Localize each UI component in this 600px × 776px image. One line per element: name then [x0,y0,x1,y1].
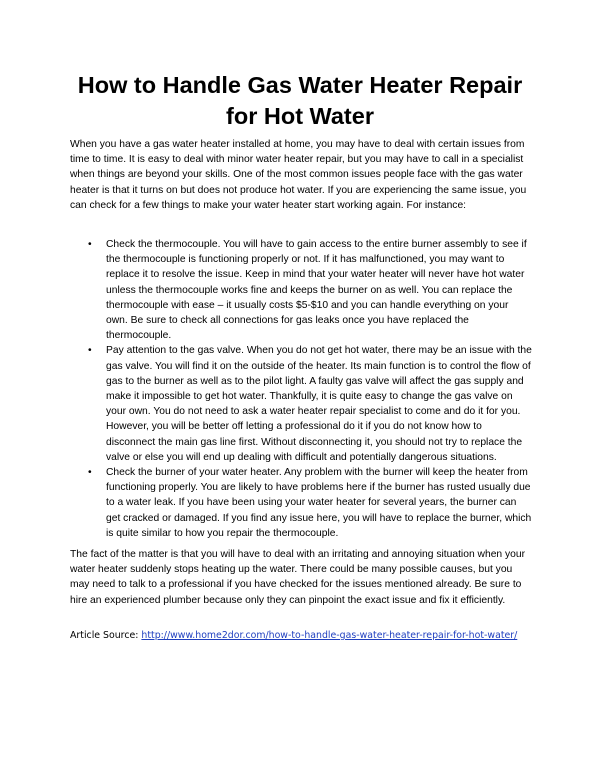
page-title: How to Handle Gas Water Heater Repair for Hot Water [77,72,523,129]
bullet-icon: • [88,467,92,479]
list-item [70,343,532,465]
list-item [70,465,532,541]
article-source-label: Article Source: [70,630,142,641]
list-item-text: Check the burner of your water heater. Any problem with the burner will keep the heater from functioning properly. You are likely to have problems here if the burner has rusted usually due to a water leak. If you have been using your water heater for several years, the burner can get cracked or damaged. If you find any issue here, you will have to replace the burner, which is quite similar to how you repair the thermocouple. [106,467,532,539]
article-source [70,629,540,643]
article-source-link[interactable]: http://www.home2dor.com/how-to-handle-gas-water-heater-repair-for-hot-water/ [141,630,518,641]
list-item-text: Pay attention to the gas valve. When you do not get hot water, there may be an issue with the gas valve. You will find it on the outside of the heater. Its main function is to control the flow of gas to the burner as well as to the pilot light. A faulty gas valve will affect the gas supply and make it impossible to get hot water. Thankfully, it is quite easy to change the gas valve on your own. You do not need to ask a water heater repair specialist to come and do it for you. However, you will be better off letting a professional do it if you do not know how to disconnect the main gas line first. Without disconnecting it, you should not try to replace the valve or else you will end up dealing with difficult and potentially dangerous situations. [106,345,532,463]
list-item-text: Check the thermocouple. You will have to gain access to the entire burner assembly to see if the thermocouple is functioning properly or not. If it has malfunctioned, you may want to replace it to resolve the issue. Keep in mind that your water heater will never have hot water unless the thermocouple works fine and keeps the burner on as well. You can replace the thermocouple with ease – it usually costs $5-$10 and you can handle everything on your own. Be sure to check all connections for gas leaks once you have replaced the thermocouple. [106,239,527,342]
tips-list [70,237,532,541]
conclusion-paragraph: The fact of the matter is that you will have to deal with an irritating and annoying situation when your water heater suddenly stops heating up the water. There could be many possible causes, but you may need to talk to a professional if you have checked for the issues mentioned already. Be sure to hire an experienced plumber because only they can pinpoint the exact issue and fix it efficiently. [70,549,526,606]
bullet-icon: • [88,345,92,357]
list-item [70,237,532,343]
intro-paragraph: When you have a gas water heater installed at home, you may have to deal with certain issues from time to time. It is easy to deal with minor water heater repair, but you may have to call in a specialist when things are beyond your skills. One of the most common issues people face with the gas water heater is that it turns on but does not produce hot water. If you are experiencing the same issue, you can check for a few things to make your water heater start working again. For instance: [70,139,527,211]
bullet-icon: • [88,239,92,250]
